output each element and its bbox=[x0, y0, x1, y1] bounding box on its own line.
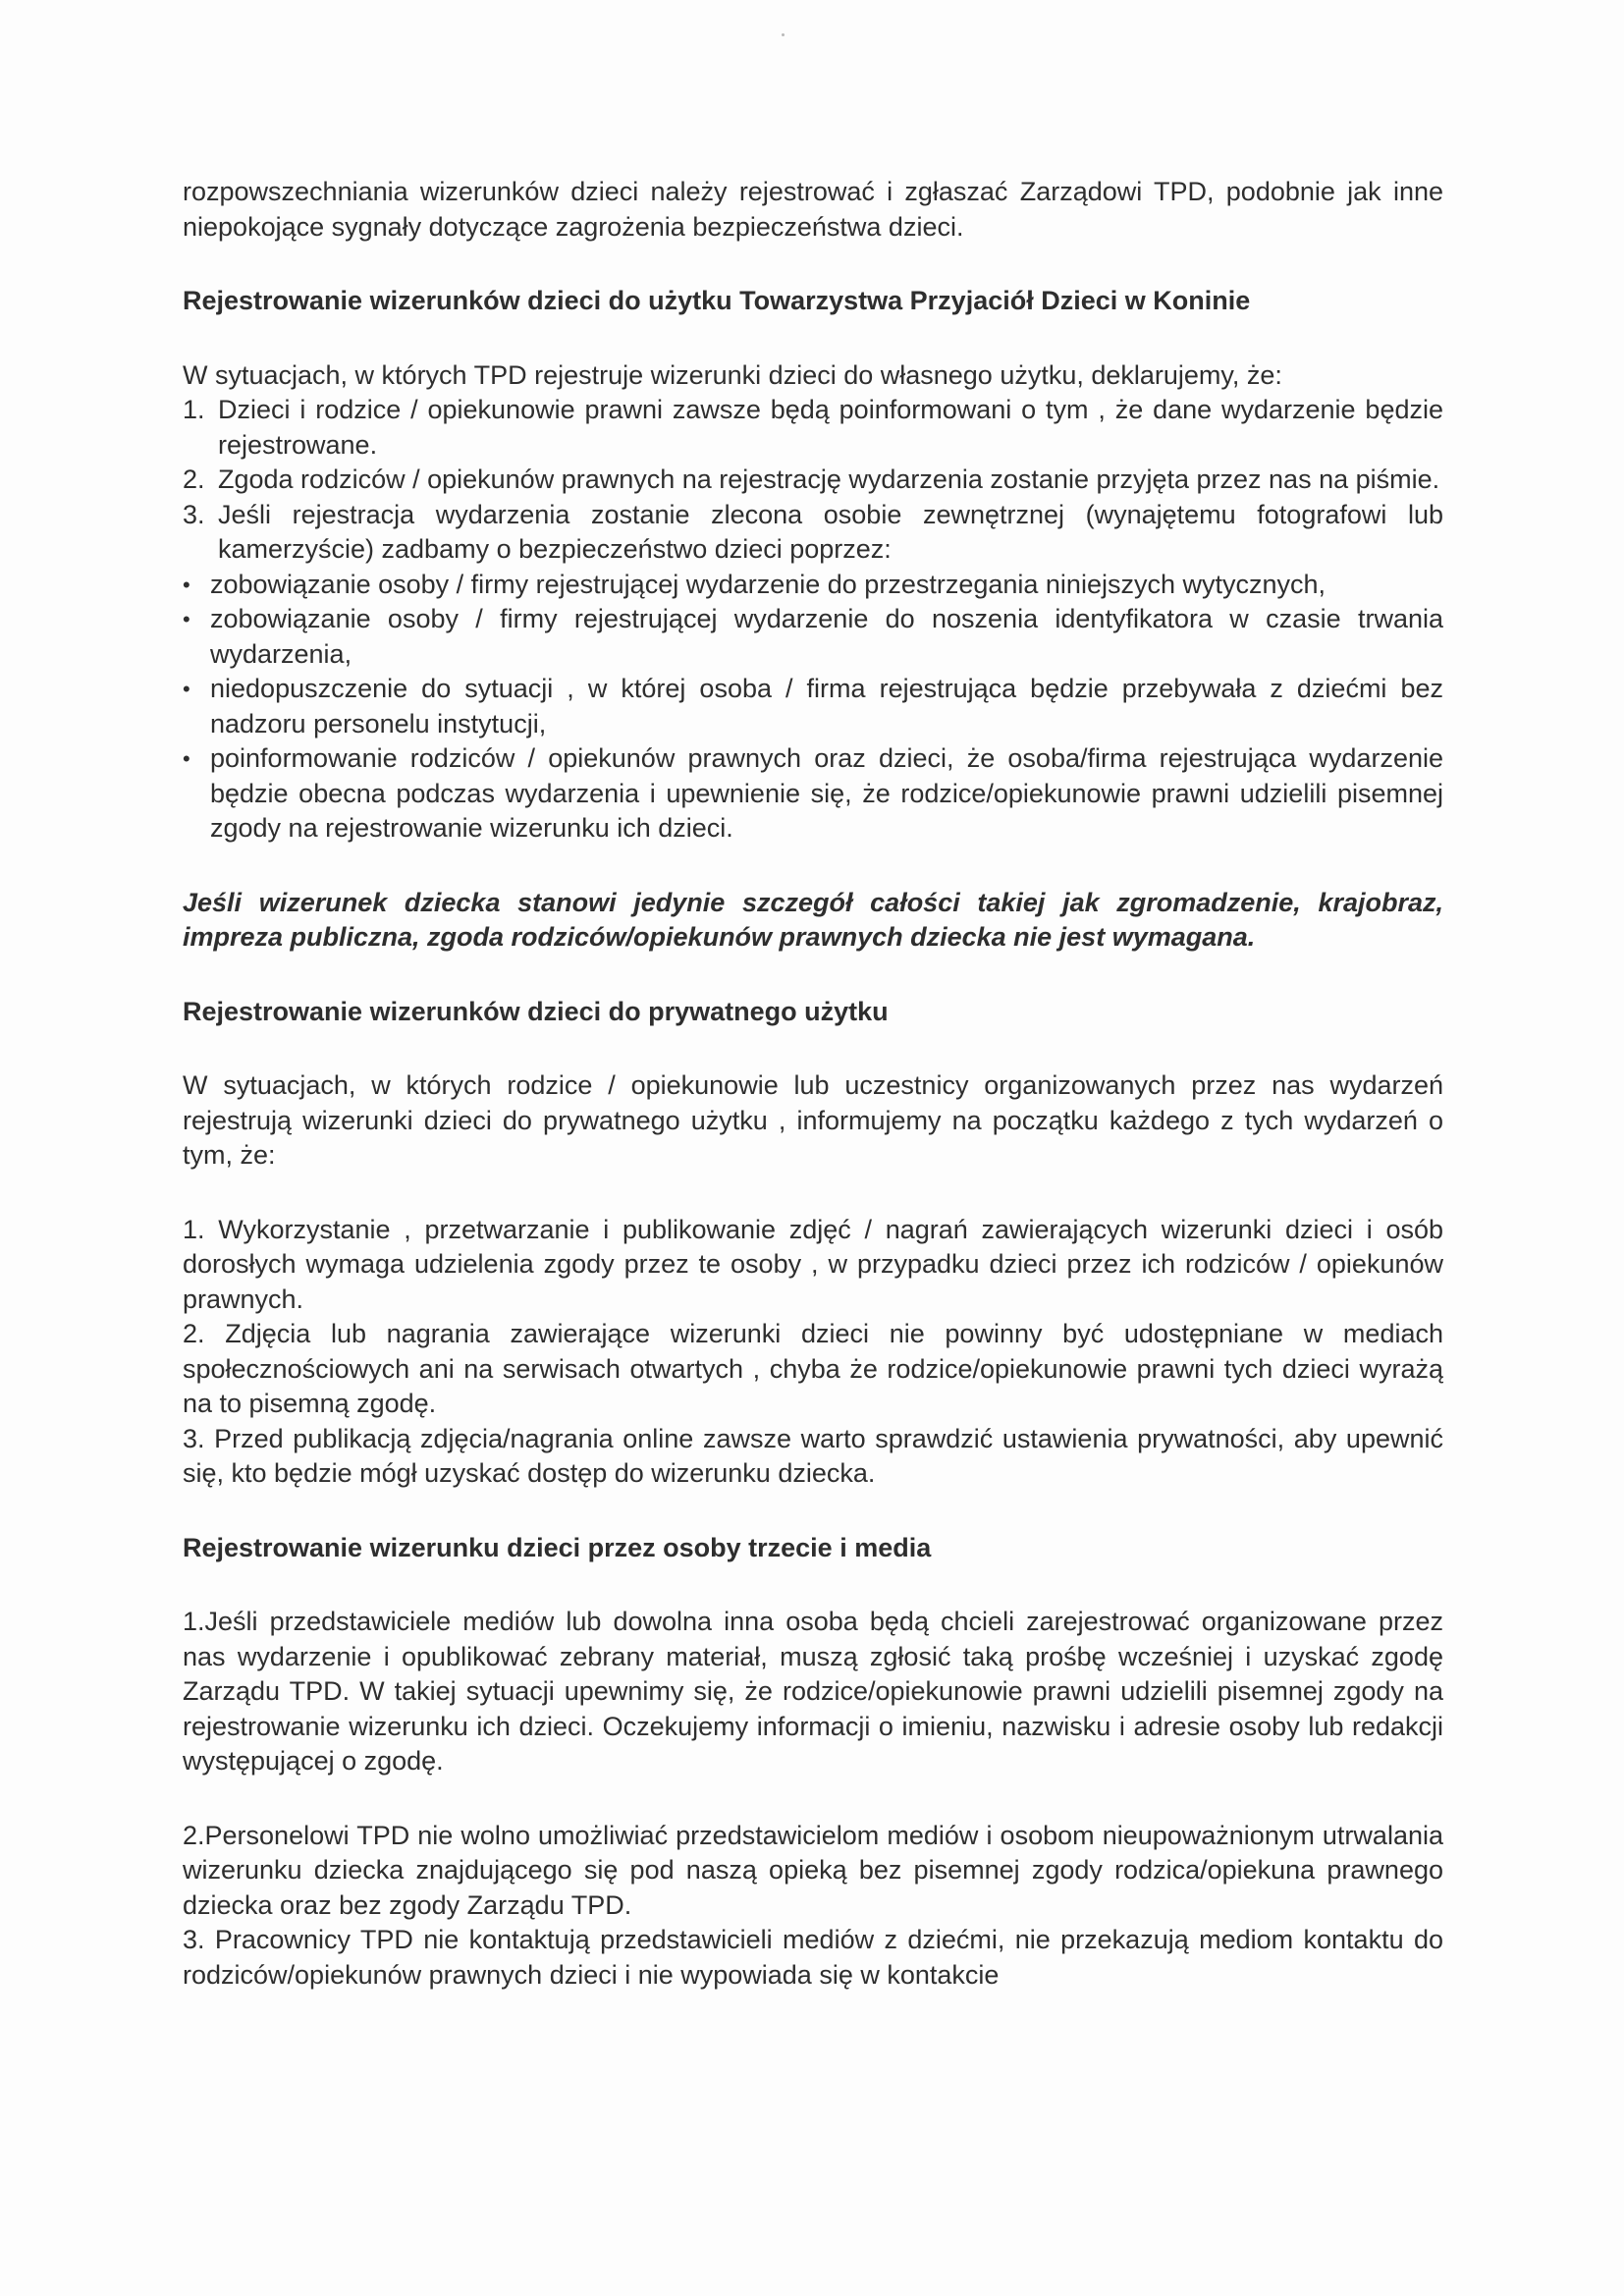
list-item-number: 3. bbox=[183, 499, 205, 529]
list-item-text: Jeśli rejestracja wydarzenia zostanie zlecona osobie zewnętrznej (wynajętemu fotografowi lub kamerzyście) zadbamy o bezpieczeństwo dzieci poprzez: bbox=[218, 499, 1443, 564]
list-item bbox=[183, 463, 1443, 498]
list-item-number: 2. bbox=[183, 465, 205, 494]
private-use-point-2: 2. Zdjęcia lub nagrania zawierające wizerunki dzieci nie powinny być udostępniane w mediach społecznościowych ani na serwisach otwartych , chyba że rodzice/opiekunowie prawni tych dzieci wyrażą na to pisemną zgodę. bbox=[183, 1319, 1443, 1418]
third-parties-point-1: 1.Jeśli przedstawiciele mediów lub dowolna inna osoba będą chcieli zarejestrować organizowane przez nas wydarzenie i opublikować zebrany materiał, muszą zgłosić taką prośbę wcześniej i uzyskać zgodę Zarządu TPD. W takiej sytuacji upewnimy się, że rodzice/opiekunowie prawni udzielili pisemnej zgody na rejestrowanie wizerunku ich dzieci. Oczekujemy informacji o imieniu, nazwisku i adresie osoby lub redakcji występującej o zgodę. bbox=[183, 1607, 1443, 1776]
bullet-icon: • bbox=[183, 746, 190, 771]
bullet-icon: • bbox=[183, 677, 190, 701]
private-use-point-1: 1. Wykorzystanie , przetwarzanie i publikowanie zdjęć / nagrań zawierających wizerunki dzieci i osób dorosłych wymaga udzielenia zgody przez te osoby , w przypadku dzieci przez ich rodziców / opiekunów prawnych. bbox=[183, 1214, 1443, 1314]
bullet-item bbox=[183, 568, 1443, 603]
list-item bbox=[183, 498, 1443, 568]
private-use-point-3: 3. Przed publikacją zdjęcia/nagrania online zawsze warto sprawdzić ustawienia prywatności, aby upewnić się, kto będzie mógł uzyskać dostęp do wizerunku dziecka. bbox=[183, 1423, 1443, 1488]
list-item-number: 1. bbox=[183, 395, 205, 424]
list-item-text: Zgoda rodziców / opiekunów prawnych na rejestrację wydarzenia zostanie przyjęta przez nas na piśmie. bbox=[218, 465, 1440, 494]
list-item-text: Dzieci i rodzice / opiekunowie prawni zawsze będą poinformowani o tym , że dane wydarzenie będzie rejestrowane. bbox=[218, 395, 1443, 460]
bullet-text: poinformowanie rodziców / opiekunów prawnych oraz dzieci, że osoba/firma rejestrująca wydarzenie będzie obecna podczas wydarzenia i upewnienie się, że rodzice/opiekunowie prawni udzielili pisemnej zgody na rejestrowanie wizerunku ich dzieci. bbox=[210, 743, 1443, 843]
bullet-text: zobowiązanie osoby / firmy rejestrującej wydarzenie do noszenia identyfikatora w czasie trwania wydarzenia, bbox=[210, 604, 1443, 669]
third-parties-point-2: 2.Personelowi TPD nie wolno umożliwiać przedstawicielom mediów i osobom nieupoważnionym utrwalania wizerunku dziecka znajdującego się pod naszą opieką bez pisemnej zgody rodzica/opiekuna prawnego dziecka oraz bez zgody Zarządu TPD. bbox=[183, 1820, 1443, 1920]
section-heading-private-use: Rejestrowanie wizerunków dzieci do prywatnego użytku bbox=[183, 996, 889, 1026]
section-lead-tpd-use: W sytuacjach, w których TPD rejestruje wizerunki dzieci do własnego użytku, deklarujemy, że: bbox=[183, 359, 1282, 390]
bullet-item bbox=[183, 741, 1443, 847]
bullet-text: zobowiązanie osoby / firmy rejestrującej wydarzenie do przestrzegania niniejszych wytycznych, bbox=[210, 569, 1326, 599]
third-parties-point-3: 3. Pracownicy TPD nie kontaktują przedstawicieli mediów z dziećmi, nie przekazują mediom kontaktu do rodziców/opiekunów prawnych dzieci i nie wypowiada się w kontakcie bbox=[183, 1925, 1443, 1990]
section-heading-tpd-use: Rejestrowanie wizerunków dzieci do użytku Towarzystwa Przyjaciół Dzieci w Koninie bbox=[183, 286, 1251, 315]
list-item bbox=[183, 393, 1443, 463]
section-heading-third-parties: Rejestrowanie wizerunku dzieci przez osoby trzecie i media bbox=[183, 1532, 932, 1562]
bullet-list-safeguards bbox=[183, 568, 1443, 847]
scan-speck bbox=[782, 33, 785, 36]
note-consent-not-required: Jeśli wizerunek dziecka stanowi jedynie szczegół całości takiej jak zgromadzenie, krajobraz, impreza publiczna, zgoda rodziców/opiekunów prawnych dziecka nie jest wymagana. bbox=[183, 887, 1443, 952]
section-lead-private-use: W sytuacjach, w których rodzice / opiekunowie lub uczestnicy organizowanych przez nas wydarzeń rejestrują wizerunki dzieci do prywatnego użytku , informujemy na początku każdego z tych wydarzeń o tym, że: bbox=[183, 1070, 1443, 1170]
document-page bbox=[183, 175, 1443, 1993]
bullet-icon: • bbox=[183, 607, 190, 631]
intro-paragraph: rozpowszechniania wizerunków dzieci należy rejestrować i zgłaszać Zarządowi TPD, podobnie jak inne niepokojące sygnały dotyczące zagrożenia bezpieczeństwa dzieci. bbox=[183, 177, 1443, 242]
bullet-item bbox=[183, 602, 1443, 672]
bullet-item bbox=[183, 672, 1443, 741]
bullet-text: niedopuszczenie do sytuacji , w której osoba / firma rejestrująca będzie przebywała z dziećmi bez nadzoru personelu instytucji, bbox=[210, 674, 1443, 738]
bullet-icon: • bbox=[183, 572, 190, 597]
numbered-list-tpd-use bbox=[183, 393, 1443, 568]
